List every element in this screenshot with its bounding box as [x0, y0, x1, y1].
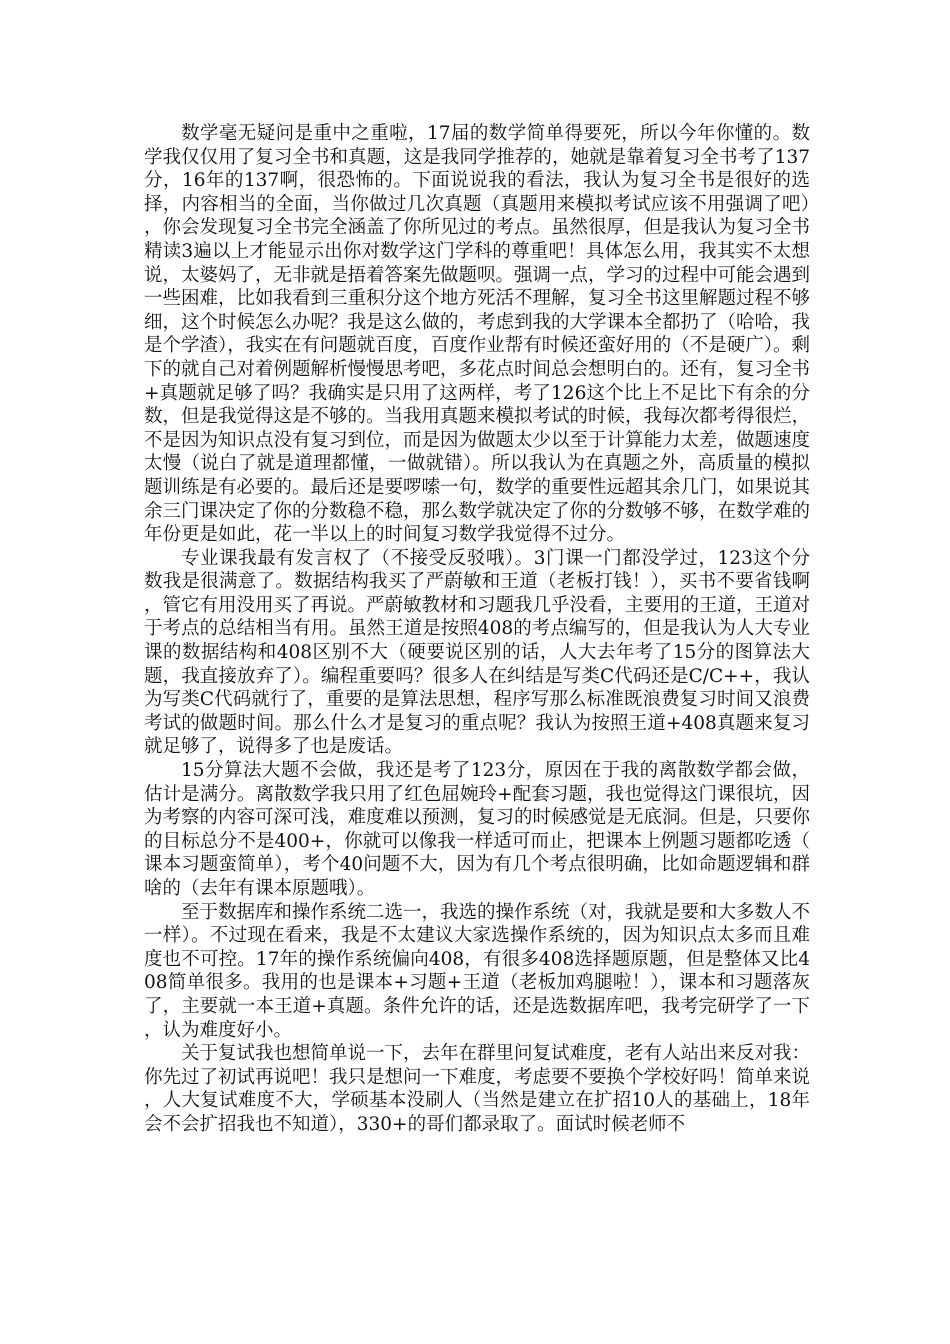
paragraph-retest: 关于复试我也想简单说一下，去年在群里问复试难度，老有人站出来反对我：你先过了初试再说吧！我只是想问一下难度，考虑要不要换个学校好吗！简单来说，人大复试难度不大，学硕基本没刷人（当然是建立在扩招10人的基础上，18年会不会扩招我也不知道），330+的哥们都录取了。面试时候老师不	[144, 1043, 811, 1135]
paragraph-math: 数学毫无疑问是重中之重啦，17届的数学简单得要死，所以今年你懂的。数学我仅仅用了复习全书和真题，这是我同学推荐的，她就是靠着复习全书考了137分，16年的137啊，很恐怖的。下面说说我的看法，我认为复习全书是很好的选择，内容相当的全面，当你做过几次真题（真题用来模拟考试应该不用强调了吧），你会发现复习全书完全涵盖了你所见过的考点。虽然很厚，但是我认为复习全书精读3遍以上才能显示出你对数学这门学科的尊重吧！具体怎么用，我其实不太想说，太婆妈了，无非就是捂着答案先做题呗。强调一点，学习的过程中可能会遇到一些困难，比如我看到三重积分这个地方死活不理解，复习全书这里解题过程不够细，这个时候怎么办呢？我是这么做的，考虑到我的大学课本全都扔了（哈哈，我是个学渣），我实在有问题就百度，百度作业帮有时候还蛮好用的（不是硬广）。剩下的就自己对着例题解析慢慢思考吧，多花点时间总会想明白的。还有，复习全书+真题就足够了吗？我确实是只用了这两样，考了126这个比上不足比下有余的分数，但是我觉得这是不够的。当我用真题来模拟考试的时候，我每次都考得很烂，不是因为知识点没有复习到位，而是因为做题太少以至于计算能力太差，做题速度太慢（说白了就是道理都懂，一做就错）。所以我认为在真题之外，高质量的模拟题训练是有必要的。最后还是要啰嗦一句，数学的重要性远超其余几门，如果说其余三门课决定了你的分数稳不稳，那么数学就决定了你的分数够不够，在数学难的年份更是如此，花一半以上的时间复习数学我觉得不过分。	[144, 123, 811, 546]
document-body	[144, 122, 810, 1137]
paragraph-major-course: 专业课我最有发言权了（不接受反驳哦）。3门课一门都没学过，123这个分数我是很满意了。数据结构我买了严蔚敏和王道（老板打钱！），买书不要省钱啊，管它有用没用买了再说。严蔚敏教材和习题我几乎没看，主要用的王道，王道对于考点的总结相当有用。虽然王道是按照408的考点编写的，但是我认为人大专业课的数据结构和408区别不大（硬要说区别的话，人大去年考了15分的图算法大题，我直接放弃了）。编程重要吗？很多人在纠结是写类C代码还是C/C++，我认为写类C代码就行了，重要的是算法思想，程序写那么标准既浪费复习时间又浪费考试的做题时间。那么什么才是复习的重点呢？我认为按照王道+408真题来复习就足够了，说得多了也是废话。	[144, 547, 811, 758]
paragraph-discrete-math: 15分算法大题不会做，我还是考了123分，原因在于我的离散数学都会做，估计是满分。离散数学我只用了红色屈婉玲+配套习题，我也觉得这门课很坑，因为考察的内容可深可浅，难度难以预测，复习的时候感觉是无底洞。但是，只要你的目标总分不是400+，你就可以像我一样适可而止，把课本上例题习题都吃透（课本习题蛮简单），考个40问题不大，因为有几个考点很明确，比如命题逻辑和群啥的（去年有课本原题哦）。	[144, 760, 811, 899]
paragraph-os-database: 至于数据库和操作系统二选一，我选的操作系统（对，我就是要和大多数人不一样）。不过现在看来，我是不太建议大家选操作系统的，因为知识点太多而且难度也不可控。17年的操作系统偏向408，有很多408选择题原题，但是整体又比408简单很多。我用的也是课本+习题+王道（老板加鸡腿啦！），课本和习题落灰了，主要就一本王道+真题。条件允许的话，还是选数据库吧，我考完研学了一下，认为难度好小。	[144, 901, 811, 1041]
